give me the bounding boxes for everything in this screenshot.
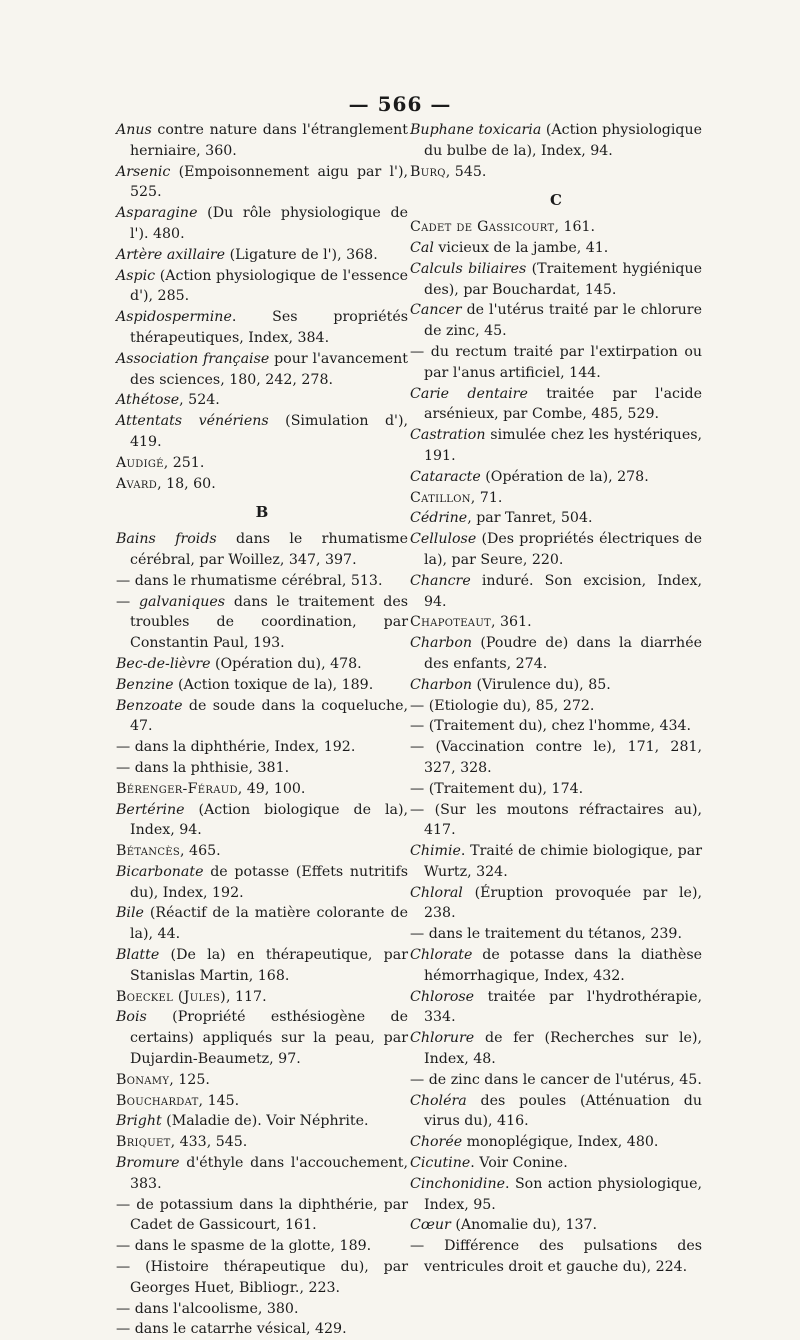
entry-references: , 239. — [641, 926, 682, 943]
entry-references: (Ligature de l'), 368. — [225, 246, 378, 263]
entry-references: simulée chez les hystériques, 191. — [424, 427, 702, 464]
entry-term: Bains froids — [116, 531, 217, 548]
entry-term: Aspic — [116, 267, 156, 284]
index-entry — [410, 1236, 702, 1278]
repeat-dash: — — [116, 1321, 135, 1338]
entry-references: (Action physiologique du bulbe de la), Index, 94. — [424, 122, 702, 159]
index-entry — [410, 238, 702, 259]
page-number: — 566 — — [348, 92, 452, 116]
entry-references: , 545. — [445, 163, 487, 180]
entry-term: Chlorure — [410, 1030, 475, 1047]
entry-term: de zinc dans le cancer de l'utérus — [428, 1071, 671, 1088]
entry-references: , 71. — [470, 489, 503, 506]
index-entry — [116, 841, 408, 862]
index-entry — [410, 529, 702, 571]
entry-references: induré. Son excision, Index, 94. — [424, 572, 702, 610]
index-entry — [116, 737, 408, 758]
index-entry — [116, 862, 408, 904]
entry-references: (Propriété esthésiogène de certains) appliqués sur la peau, par Dujardin-Beaumetz, 97. — [130, 1009, 408, 1068]
index-entry — [116, 1111, 408, 1132]
entry-references: (Réactif de la matière colorante de la), 44. — [130, 905, 408, 943]
entry-term: Cœur — [410, 1217, 451, 1234]
entry-references: , par Tanret, 504. — [467, 510, 593, 527]
index-entry — [116, 696, 408, 738]
entry-references: de l'utérus traité par le chlorure de zinc, 45. — [424, 302, 702, 340]
left-column — [116, 120, 408, 1340]
index-entry — [116, 1091, 408, 1112]
entry-references: , 174. — [542, 780, 584, 797]
entry-references: , 380. — [257, 1300, 299, 1317]
index-entry — [116, 903, 408, 945]
entry-term: Attentats vénériens — [116, 413, 269, 430]
entry-term: Athétose — [116, 392, 180, 409]
entry-references: (Action toxique de la), 189. — [173, 676, 374, 693]
index-entry — [410, 259, 702, 301]
index-entry — [116, 1257, 408, 1299]
index-entry — [116, 1070, 408, 1091]
entry-references: , 513. — [341, 572, 383, 589]
entry-term: (Histoire thérapeutique du), par Georges Huet, Bibliogr. — [130, 1259, 408, 1296]
index-entry — [116, 1132, 408, 1153]
entry-term: Buphane toxicaria — [410, 122, 542, 138]
entry-term: Cinchonidine — [410, 1175, 505, 1192]
entry-references: pour l'avancement des sciences, 180, 242, 278. — [130, 350, 408, 388]
entry-references: , 433, 545. — [170, 1134, 248, 1151]
entry-term: Bromure — [116, 1155, 180, 1172]
entry-references: de fer (Recherches sur le), Index, 48. — [424, 1030, 702, 1068]
entry-term: Audigé — [116, 454, 164, 471]
index-entry — [410, 300, 702, 342]
index-entry — [116, 1299, 408, 1320]
entry-term: Choléra — [410, 1092, 467, 1109]
entry-term: Artère axillaire — [116, 246, 226, 263]
entry-term: Chancre — [410, 572, 471, 589]
index-entry — [410, 945, 702, 987]
entry-references: , 192. — [314, 739, 356, 756]
entry-references: , 223. — [299, 1279, 341, 1296]
entry-references: . Traité de chimie biologique, par Wurtz, 324. — [424, 843, 702, 880]
entry-references: (Empoisonnement aigu par l'), 525. — [130, 163, 408, 201]
index-entry — [116, 307, 408, 349]
entry-references: (Opération du), 478. — [210, 655, 362, 672]
entry-term: Bile — [116, 905, 144, 922]
entry-term: Association française — [116, 350, 270, 367]
index-entry — [410, 779, 702, 800]
entry-references: , 189. — [330, 1238, 372, 1255]
entry-term: Charbon — [410, 676, 472, 693]
index-entry — [410, 571, 702, 613]
entry-references: (Des propriétés électriques de la), par Seure, 220. — [424, 531, 702, 568]
entry-term: Cédrine — [410, 510, 468, 527]
repeat-dash: — — [116, 1196, 137, 1213]
entry-term: Bérenger-Féraud — [116, 780, 238, 797]
entry-term: dans la diphthérie, Index — [134, 739, 315, 756]
entry-term: Cal — [410, 239, 434, 256]
index-entry — [116, 945, 408, 987]
entry-references: , 434. — [650, 718, 692, 735]
entry-references: , 49, 100. — [237, 780, 306, 797]
index-entry — [410, 1132, 702, 1153]
repeat-dash: — — [410, 926, 429, 943]
repeat-dash: — — [116, 759, 135, 776]
entry-references: (De la) en thérapeutique, par Stanislas Martin, 168. — [130, 947, 408, 984]
entry-term: dans le rhumatisme cérébral — [134, 572, 342, 589]
entry-term: (Traitement du), chez l'homme — [428, 718, 651, 735]
index-entry — [410, 162, 702, 183]
index-entry — [116, 203, 408, 245]
index-entry — [116, 1195, 408, 1237]
index-entry — [410, 841, 702, 883]
index-entry — [410, 120, 702, 162]
entry-term: dans le catarrhe vésical — [134, 1321, 306, 1338]
index-entry — [410, 217, 702, 238]
index-entry — [410, 467, 702, 488]
index-entry — [116, 474, 408, 495]
entry-term: Boeckel (Jules) — [116, 988, 226, 1005]
repeat-dash: — — [116, 1238, 135, 1255]
entry-term: Asparagine — [116, 205, 198, 222]
index-entry — [410, 633, 702, 675]
entry-term: Bois — [116, 1009, 147, 1026]
entry-references: , 171, 281, 327, 328. — [424, 739, 703, 776]
entry-term: Cellulose — [410, 531, 477, 548]
index-entry — [410, 1070, 702, 1091]
entry-term: Chimie — [410, 843, 461, 860]
entry-term: Chorée — [410, 1134, 463, 1151]
index-entry — [410, 342, 702, 384]
entry-references: , 125. — [169, 1071, 210, 1088]
entry-references: de potasse dans la diathèse hémorrhagique, Index, 432. — [424, 947, 702, 984]
entry-term: Catillon — [410, 489, 471, 506]
entry-references: (Poudre de) dans la diarrhée des enfants, 274. — [424, 635, 702, 672]
index-entry — [116, 245, 408, 266]
index-entry — [410, 737, 702, 779]
index-entry — [116, 390, 408, 411]
index-entry — [410, 1174, 702, 1216]
entry-references: , 161. — [276, 1217, 317, 1234]
repeat-dash: — — [410, 801, 435, 818]
index-entry — [116, 779, 408, 800]
entry-references: vicieux de la jambe, 41. — [433, 239, 609, 256]
right-column — [410, 120, 702, 1278]
entry-term: Briquet — [116, 1134, 171, 1151]
entry-references: , 85, 272. — [526, 697, 595, 714]
index-entry — [116, 758, 408, 779]
index-entry — [116, 1236, 408, 1257]
entry-term: Anus — [116, 122, 152, 138]
entry-term: du rectum traité par l'extirpation ou par l'anus artificiel — [424, 343, 702, 381]
entry-references: (Action biologique de la), Index, 94. — [130, 801, 408, 839]
entry-term: Bonamy — [116, 1071, 170, 1088]
index-entry — [410, 675, 702, 696]
entry-references: de potasse (Effets nutritifs du), Index, 192. — [130, 863, 408, 901]
entry-references: dans le traitement des troubles de coordination, par Constantin Paul, 193. — [130, 593, 408, 652]
entry-references: (Du rôle physiologique de l'). 480. — [130, 205, 408, 242]
index-entry — [410, 612, 702, 633]
entry-term: Burq — [410, 163, 446, 180]
repeat-dash: — — [410, 697, 429, 714]
repeat-dash: — — [116, 593, 139, 610]
index-entry — [116, 453, 408, 474]
index-entry — [116, 654, 408, 675]
entry-references: (Maladie de). Voir Néphrite. — [161, 1113, 369, 1130]
entry-references: de soude dans la coqueluche, 47. — [130, 697, 408, 735]
entry-term: Cadet de Gassicourt — [410, 219, 555, 236]
entry-term: Cicutine — [410, 1155, 471, 1172]
repeat-dash: — — [410, 718, 429, 735]
index-entry — [116, 1319, 408, 1340]
entry-term: Benzine — [116, 676, 174, 693]
index-entry — [410, 987, 702, 1029]
entry-term: Benzoate — [116, 697, 183, 714]
index-entry — [116, 1153, 408, 1195]
repeat-dash: — — [116, 1259, 146, 1276]
entry-references: , 18, 60. — [157, 475, 216, 492]
index-entry — [116, 800, 408, 842]
index-entry — [116, 120, 408, 162]
repeat-dash: — — [410, 739, 436, 756]
entry-references: (Anomalie du), 137. — [450, 1217, 598, 1234]
repeat-dash: — — [410, 1238, 445, 1255]
entry-term: Castration — [410, 427, 486, 444]
entry-term: Bertérine — [116, 801, 185, 818]
entry-term: galvaniques — [138, 593, 226, 610]
entry-references: monoplégique, Index, 480. — [462, 1134, 659, 1151]
entry-references: des poules (Atténuation du virus du), 416. — [424, 1092, 702, 1130]
section-letter: B — [255, 503, 269, 522]
entry-references: dans le rhumatisme cérébral, par Woillez, 347, 397. — [130, 531, 409, 568]
entry-references: , 145. — [198, 1092, 240, 1109]
entry-term: Chlorose — [410, 988, 475, 1005]
index-entry — [116, 592, 408, 654]
index-entry — [410, 508, 702, 529]
entry-term: Arsenic — [116, 163, 171, 180]
section-letter: C — [550, 191, 562, 210]
entry-term: Bec-de-lièvre — [116, 655, 211, 672]
entry-term: Aspidospermine — [116, 309, 232, 326]
entry-references: , 465. — [180, 843, 221, 860]
index-entry — [410, 883, 702, 925]
entry-term: dans le traitement du tétanos — [428, 926, 642, 943]
entry-term: Avard — [116, 475, 158, 492]
entry-term: Cancer — [410, 302, 462, 319]
index-entry — [410, 924, 702, 945]
index-entry — [410, 1153, 702, 1174]
entry-references: . Voir Conine. — [470, 1155, 568, 1172]
entry-references: , 381. — [248, 759, 290, 776]
entry-references: (Virulence du), 85. — [472, 676, 611, 693]
entry-term: Cataracte — [410, 468, 481, 485]
index-entry — [410, 1091, 702, 1133]
entry-references: . Son action physiologique, Index, 95. — [424, 1175, 702, 1213]
entry-references: , 251. — [163, 454, 205, 471]
repeat-dash: — — [410, 1071, 429, 1088]
entry-references: , 224. — [646, 1259, 688, 1276]
entry-term: dans le spasme de la glotte — [134, 1238, 331, 1255]
repeat-dash: — — [116, 1300, 135, 1317]
index-entry — [116, 162, 408, 204]
entry-references: , 117. — [225, 988, 267, 1005]
entry-term: Chloral — [410, 884, 463, 901]
index-entry — [116, 1007, 408, 1069]
entry-references: , 361. — [491, 614, 532, 631]
entry-references: traitée par l'acide arsénieux, par Combe, 485, 529. — [424, 385, 703, 423]
entry-term: (Sur les moutons réfractaires au) — [434, 801, 698, 818]
entry-references: (Opération de la), 278. — [480, 468, 649, 485]
index-entry — [410, 384, 702, 426]
entry-term: (Vaccination contre le) — [435, 739, 612, 756]
index-entry — [410, 1028, 702, 1070]
index-entry — [410, 425, 702, 467]
index-entry — [116, 349, 408, 391]
entry-term: (Traitement du) — [428, 780, 543, 797]
index-entry — [116, 266, 408, 308]
entry-term: Carie dentaire — [410, 385, 528, 402]
entry-term: Bright — [116, 1113, 162, 1130]
index-entry — [116, 675, 408, 696]
entry-term: Différence des pulsations des ventricules droit et gauche du) — [424, 1238, 702, 1276]
entry-term: Bétancès — [116, 843, 181, 860]
entry-references: . Ses propriétés thérapeutiques, Index, 384. — [130, 309, 408, 346]
index-entry — [116, 529, 408, 571]
entry-references: , 161. — [554, 219, 596, 236]
entry-references: , 144. — [560, 364, 601, 381]
index-entry — [410, 696, 702, 717]
index-entry — [410, 1215, 702, 1236]
entry-references: (Traitement hygiénique des), par Bouchardat, 145. — [424, 260, 702, 298]
repeat-dash: — — [116, 739, 135, 756]
entry-term: Blatte — [116, 947, 160, 964]
entry-references: , 429. — [305, 1321, 347, 1338]
entry-term: (Etiologie du) — [428, 697, 527, 714]
index-entry — [116, 571, 408, 592]
entry-references: (Éruption provoquée par le), 238. — [424, 884, 702, 922]
entry-references: traitée par l'hydrothérapie, 334. — [424, 988, 702, 1026]
entry-term: Chlorate — [410, 947, 473, 964]
entry-term: Calculs biliaires — [410, 260, 527, 277]
repeat-dash: — — [116, 572, 135, 589]
index-entry — [410, 716, 702, 737]
entry-references: (Action physiologique de l'essence d'), 285. — [130, 267, 408, 305]
index-entry — [410, 488, 702, 509]
entry-term: de potassium dans la diphthérie, par Cadet de Gassicourt — [130, 1196, 408, 1234]
entry-term: Bicarbonate — [116, 863, 204, 880]
entry-references: d'éthyle dans l'accouchement, 383. — [130, 1155, 408, 1192]
entry-term: Bouchardat — [116, 1092, 199, 1109]
entry-term: dans l'alcoolisme — [134, 1300, 258, 1317]
entry-references: , 45. — [670, 1071, 702, 1088]
entry-term: dans la phthisie — [134, 759, 249, 776]
repeat-dash: — — [410, 780, 429, 797]
entry-references: , 524. — [179, 392, 220, 409]
entry-term: Chapoteaut — [410, 614, 492, 631]
entry-references: , 417. — [424, 801, 703, 839]
index-entry — [116, 411, 408, 453]
index-entry — [116, 987, 408, 1008]
entry-references: (Simulation d'), 419. — [130, 413, 409, 450]
entry-term: Charbon — [410, 635, 472, 652]
index-entry — [410, 800, 702, 842]
entry-references: contre nature dans l'étranglement herniaire, 360. — [130, 122, 408, 159]
repeat-dash: — — [410, 343, 431, 360]
